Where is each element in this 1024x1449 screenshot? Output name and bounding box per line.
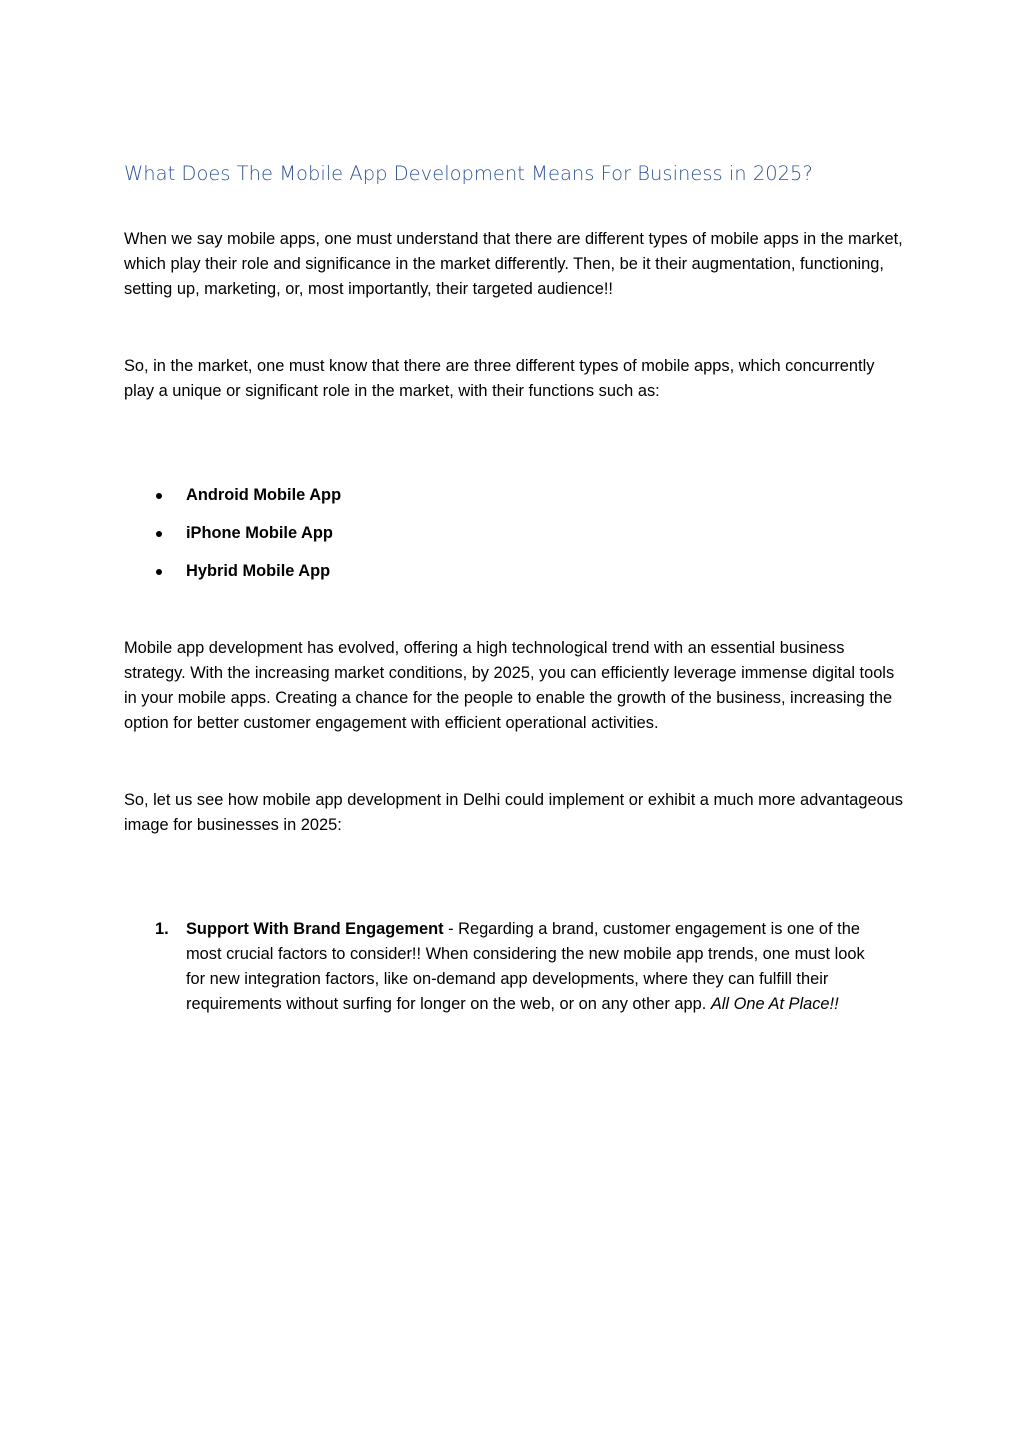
list-item (124, 559, 904, 597)
list-item (124, 483, 904, 521)
numbered-item-text (186, 917, 886, 1017)
list-number: 1. (155, 920, 169, 938)
numbered-item-body: - Regarding a brand, customer engagement is one of the most crucial factors to consider!! When considering the new mobile app trends, one must look for new integration factors, like on-demand app developments, where they can fulfill their requirements without surfing for longer on the web, or on any other app. (186, 920, 865, 1013)
app-types-list (124, 483, 904, 597)
list-item-label: Hybrid Mobile App (186, 562, 331, 580)
delhi-paragraph: So, let us see how mobile app development in Delhi could implement or exhibit a much more advantageous image for businesses in 2025: (124, 791, 903, 834)
app-types-intro-paragraph: So, in the market, one must know that there are three different types of mobile apps, which concurrently play a unique or significant role in the market, with their functions such as: (124, 357, 875, 400)
list-item-label: Android Mobile App (186, 486, 342, 504)
numbered-item-title: Support With Brand Engagement (186, 920, 444, 938)
bullet-icon (156, 493, 162, 499)
intro-paragraph: When we say mobile apps, one must understand that there are different types of mobile apps in the market, which play their role and significance in the market differently. Then, be it their augmentation, functioning, setting up, marketing, or, most importantly, their targeted audience!! (124, 230, 903, 298)
development-paragraph: Mobile app development has evolved, offering a high technological trend with an essential business strategy. With the increasing market conditions, by 2025, you can efficiently leverage immense digital tools in your mobile apps. Creating a chance for the people to enable the growth of the business, increasing the option for better customer engagement with efficient operational activities. (124, 639, 895, 732)
list-item-label: iPhone Mobile App (186, 524, 333, 542)
numbered-item-emphasis: All One At Place!! (710, 995, 839, 1013)
list-item (124, 521, 904, 559)
bullet-icon (156, 531, 162, 537)
bullet-icon (156, 569, 162, 575)
page-title: What Does The Mobile App Development Means For Business in 2025? (124, 162, 813, 185)
